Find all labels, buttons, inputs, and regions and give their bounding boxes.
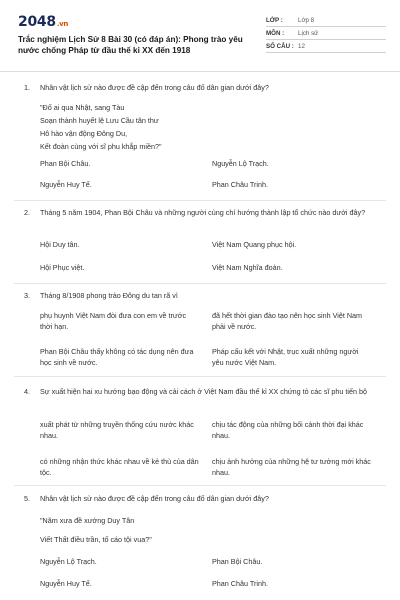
answer-option[interactable]: có những nhận thức khác nhau về kẻ thù của dân tộc. bbox=[40, 457, 199, 477]
answer-option[interactable]: Pháp cấu kết với Nhật, trục xuất những người yêu nước Việt Nam. bbox=[212, 347, 359, 367]
question-1-poem bbox=[40, 101, 340, 153]
answer-option[interactable]: Việt Nam Quang phục hội. bbox=[212, 240, 297, 249]
answer-option[interactable]: xuất phát từ những truyền thống cứu nước khác nhau. bbox=[40, 420, 194, 440]
poem-line: Hô hào vận động Đông Du, bbox=[40, 129, 128, 138]
answer-option[interactable]: Phan Bội Châu. bbox=[212, 557, 263, 566]
poem-line: Soạn thành huyết lệ Lưu Cầu tân thư bbox=[40, 116, 159, 125]
question-text: Tháng 5 năm 1904, Phan Bội Châu và những người cùng chí hướng thành lập tổ chức nào dưới đây? bbox=[40, 208, 366, 217]
question-number: 2. bbox=[24, 208, 30, 217]
question-divider bbox=[14, 485, 386, 486]
poem-line: Viết Thất điều trần, tố cáo tội vua?" bbox=[40, 535, 152, 544]
question-number: 1. bbox=[24, 83, 30, 92]
poem-line: "Năm xưa đề xướng Duy Tân bbox=[40, 516, 135, 525]
question-text: Nhân vật lịch sử nào được đề cập đến trong câu đố dân gian dưới đây? bbox=[40, 494, 269, 503]
header-divider bbox=[0, 71, 400, 72]
answer-option[interactable]: Phan Châu Trinh. bbox=[212, 579, 268, 588]
page-header bbox=[12, 10, 388, 72]
question-divider bbox=[14, 200, 386, 201]
question-number: 5. bbox=[24, 494, 30, 503]
question-text: Sự xuất hiện hai xu hướng bạo động và cải cách ở Việt Nam đầu thế kỉ XX chứng tỏ các sĩ phu tiến bộ bbox=[40, 387, 367, 396]
answer-option[interactable]: Nguyễn Huy Tế. bbox=[40, 579, 92, 588]
question-text: Nhân vật lịch sử nào được đề cập đến trong câu đố dân gian dưới đây? bbox=[40, 83, 269, 92]
answer-option[interactable]: Phan Bội Châu. bbox=[40, 159, 91, 168]
meta-table bbox=[266, 14, 386, 53]
answer-option[interactable]: Nguyễn Lộ Trạch. bbox=[40, 557, 97, 566]
meta-value: 12 bbox=[298, 42, 305, 50]
site-logo[interactable] bbox=[18, 14, 68, 30]
meta-row-subject bbox=[266, 27, 386, 40]
logo-text: 2048 bbox=[18, 14, 56, 30]
meta-value: Lớp 8 bbox=[298, 16, 315, 24]
question-divider bbox=[14, 283, 386, 284]
meta-row-grade bbox=[266, 14, 386, 27]
meta-key: MÔN : bbox=[266, 29, 285, 37]
answer-option[interactable]: chịu ảnh hưởng của những hệ tư tưởng mới khác nhau. bbox=[212, 457, 371, 477]
answer-option[interactable]: Nguyễn Huy Tế. bbox=[40, 180, 92, 189]
meta-value: Lịch sử bbox=[298, 29, 319, 37]
answer-option[interactable]: Hội Duy tân. bbox=[40, 240, 80, 249]
answer-option[interactable]: phụ huynh Việt Nam đòi đưa con em về trước thời hạn. bbox=[40, 311, 187, 331]
meta-row-count bbox=[266, 40, 386, 53]
question-number: 4. bbox=[24, 387, 30, 396]
question-divider bbox=[14, 376, 386, 377]
answer-option[interactable]: Việt Nam Nghĩa đoàn. bbox=[212, 263, 283, 272]
question-5-poem bbox=[40, 514, 340, 546]
answer-option[interactable]: chịu tác động của những bối cảnh thời đại khác nhau. bbox=[212, 420, 364, 440]
answer-option[interactable]: Hội Phục việt. bbox=[40, 263, 85, 272]
question-text: Tháng 8/1908 phong trào Đông du tan rã vì bbox=[40, 291, 178, 300]
answer-option[interactable]: Phan Châu Trinh. bbox=[212, 180, 268, 189]
page-title: Trắc nghiệm Lịch Sử 8 Bài 30 (có đáp án): Phong trào yêu nước chống Pháp từ đầu thế kỉ XX đến 1918 bbox=[18, 35, 243, 55]
meta-key: SỐ CÂU : bbox=[266, 42, 294, 50]
poem-line: Kết đoàn cùng với sĩ phu khắp miền?" bbox=[40, 142, 162, 151]
answer-option[interactable]: Nguyễn Lộ Trạch. bbox=[212, 159, 269, 168]
answer-option[interactable]: đã hết thời gian đào tạo nên học sinh Việt Nam phải về nước. bbox=[212, 311, 363, 331]
poem-line: "Đố ai qua Nhật, sang Tàu bbox=[40, 103, 125, 112]
meta-key: LỚP : bbox=[266, 16, 283, 24]
answer-option[interactable]: Phan Bội Châu thấy không có tác dụng nên đưa học sinh về nước. bbox=[40, 347, 194, 367]
logo-tld: .vn bbox=[56, 20, 69, 28]
question-number: 3. bbox=[24, 291, 30, 300]
